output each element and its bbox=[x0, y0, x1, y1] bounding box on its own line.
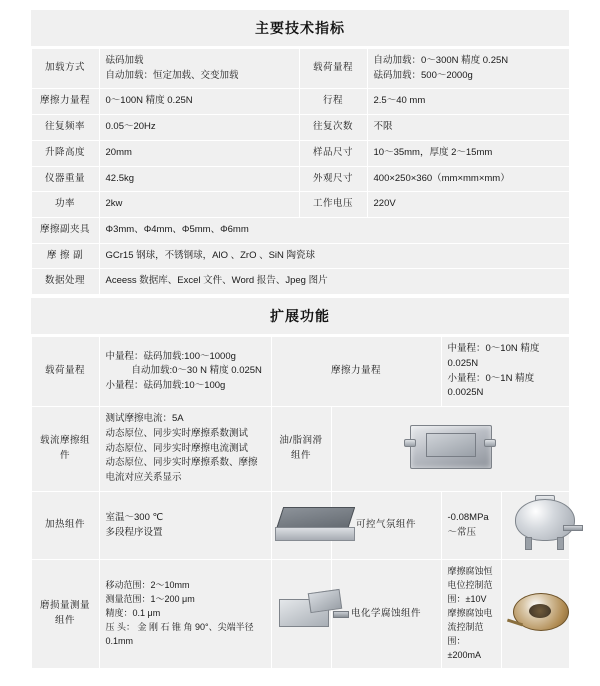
ext-label-current-friction: 载流摩擦组件 bbox=[31, 407, 99, 492]
table-row bbox=[31, 140, 569, 166]
row-value-friction-range: 0～100N 精度 0.25N bbox=[99, 89, 299, 115]
row-label-frequency: 往复频率 bbox=[31, 115, 99, 141]
ext-value-heating bbox=[99, 491, 271, 560]
row-label-friction-range: 摩擦力量程 bbox=[31, 89, 99, 115]
ext-value-atmosphere: -0.08MPa～常压 bbox=[441, 491, 501, 560]
row-value-stroke: 2.5～40 mm bbox=[367, 89, 569, 115]
row-value-load-range bbox=[367, 49, 569, 89]
table-row bbox=[31, 89, 569, 115]
ext-label-load-range: 载荷量程 bbox=[31, 337, 99, 407]
clamp-knob-left bbox=[404, 439, 416, 447]
heating-stage-photo bbox=[275, 501, 355, 545]
row-label-stroke: 行程 bbox=[299, 89, 367, 115]
row-value-cycles: 不限 bbox=[367, 115, 569, 141]
ext-load-line-2: 自动加载:0～30 N 精度 0.025N bbox=[131, 365, 262, 377]
table-row bbox=[31, 218, 569, 244]
table-row bbox=[31, 166, 569, 192]
ext-load-line-3: 小量程：砝码加载:10～100g bbox=[105, 379, 226, 391]
vessel-bowl bbox=[515, 499, 575, 541]
ext-value-friction-range bbox=[441, 337, 569, 407]
row-value-weight: 42.5kg bbox=[99, 166, 299, 192]
wear-line-3: 精度：0.1 μm bbox=[105, 608, 161, 619]
wear-probe-photo bbox=[275, 585, 349, 637]
vessel-leg-left bbox=[525, 537, 532, 550]
table-row bbox=[31, 49, 569, 89]
ext-value-load-range bbox=[99, 337, 271, 407]
ext-value-current-friction bbox=[99, 407, 271, 492]
table-row bbox=[31, 192, 569, 218]
wear-line-1: 移动范围：2～10mm bbox=[105, 580, 190, 591]
vessel-leg-right bbox=[557, 537, 564, 550]
cell-hole bbox=[529, 604, 551, 618]
ext-image-oil-lubrication bbox=[331, 407, 569, 492]
table-row bbox=[31, 407, 569, 492]
heating-line-2: 多段程序设置 bbox=[105, 526, 163, 538]
page-title: 主要技术指标 bbox=[255, 20, 345, 36]
spec-sheet-page bbox=[0, 10, 600, 686]
ext-label-electrochemical: 电化学腐蚀组件 bbox=[331, 560, 441, 669]
ext-label-friction-range: 摩擦力量程 bbox=[271, 337, 441, 407]
electro-line-2: 摩擦腐蚀电流控制范围：±200mA bbox=[447, 608, 493, 660]
row-value-voltage: 220V bbox=[367, 192, 569, 218]
row-label-sample-size: 样品尺寸 bbox=[299, 140, 367, 166]
current-friction-line-4: 动态原位、同步实时摩擦系数、摩擦电流对应关系显示 bbox=[105, 457, 258, 483]
ext-label-oil-lubrication: 油/脂润滑组件 bbox=[271, 407, 331, 492]
ext-label-heating: 加热组件 bbox=[31, 491, 99, 560]
wear-line-4: 压 头： 金 刚 石 锥 角 90°、尖端半径 0.1mm bbox=[105, 622, 254, 647]
atmosphere-vessel-photo bbox=[505, 495, 583, 551]
main-title-bar bbox=[31, 10, 569, 46]
ext-image-atmosphere bbox=[501, 491, 569, 560]
heating-line-1: 室温～300 ℃ bbox=[105, 511, 164, 523]
ext-image-heating bbox=[271, 491, 331, 560]
table-row bbox=[31, 243, 569, 269]
ext-image-electrochemical bbox=[501, 560, 569, 669]
probe-arm bbox=[307, 589, 341, 613]
table-row bbox=[31, 337, 569, 407]
ext-friction-line-1: 中量程：0～10N 精度 0.025N bbox=[447, 343, 540, 369]
main-spec-table bbox=[31, 48, 570, 295]
row-value-loading-mode bbox=[99, 49, 299, 89]
table-row bbox=[31, 115, 569, 141]
extension-table bbox=[31, 336, 570, 669]
table-row bbox=[31, 491, 569, 560]
row-label-loading-mode: 加载方式 bbox=[31, 49, 99, 89]
row-value-friction-pair: GCr15 钢球，不锈钢球，AlO 、ZrO 、SiN 陶瓷球 bbox=[99, 243, 569, 269]
ext-label-atmosphere: 可控气氛组件 bbox=[331, 491, 441, 560]
clamp-knob-right bbox=[484, 439, 496, 447]
row-value-sample-size: 10～35mm，厚度 2～15mm bbox=[367, 140, 569, 166]
ext-load-line-1: 中量程：砝码加载:100～1000g bbox=[105, 350, 236, 362]
row-value-power: 2kw bbox=[99, 192, 299, 218]
vessel-tube bbox=[563, 525, 583, 531]
row-label-load-range: 载荷量程 bbox=[299, 49, 367, 89]
ext-value-electrochemical bbox=[441, 560, 501, 669]
current-friction-line-3: 动态原位、同步实时摩擦电流测试 bbox=[105, 442, 249, 454]
load-range-line-2: 砝码加载：500～2000g bbox=[373, 69, 473, 81]
ext-friction-line-2: 小量程：0～1N 精度 0.0025N bbox=[447, 372, 535, 399]
row-value-dimensions: 400×250×360（mm×mm×mm） bbox=[367, 166, 569, 192]
ext-image-wear-measure bbox=[271, 560, 331, 669]
row-value-fixtures: Φ3mm、Φ4mm、Φ5mm、Φ6mm bbox=[99, 218, 569, 244]
ext-value-wear-measure bbox=[99, 560, 271, 669]
row-label-cycles: 往复次数 bbox=[299, 115, 367, 141]
current-friction-line-1: 测试摩擦电流：5A bbox=[105, 413, 184, 425]
clamp-fixture-photo bbox=[404, 417, 496, 475]
row-label-fixtures: 摩擦副夹具 bbox=[31, 218, 99, 244]
row-label-dimensions: 外观尺寸 bbox=[299, 166, 367, 192]
current-friction-line-2: 动态原位、同步实时摩擦系数测试 bbox=[105, 427, 249, 439]
table-row bbox=[31, 269, 569, 295]
ext-label-wear-measure: 磨损量测量组件 bbox=[31, 560, 99, 669]
extension-title: 扩展功能 bbox=[270, 308, 330, 325]
row-value-lift-height: 20mm bbox=[99, 140, 299, 166]
loading-mode-line-2: 自动加载：恒定加载、交变加载 bbox=[105, 69, 239, 81]
wear-line-2: 测量范围：1～200 μm bbox=[105, 594, 195, 605]
row-label-voltage: 工作电压 bbox=[299, 192, 367, 218]
loading-mode-line-1: 砝码加载 bbox=[105, 55, 144, 66]
load-range-line-1: 自动加载：0～300N 精度 0.25N bbox=[373, 55, 509, 66]
row-value-data-processing: Aceess 数据库、Excel 文件、Word 报告、Jpeg 图片 bbox=[99, 269, 569, 295]
row-label-friction-pair: 摩 擦 副 bbox=[31, 243, 99, 269]
row-label-lift-height: 升降高度 bbox=[31, 140, 99, 166]
clamp-inner bbox=[426, 433, 476, 457]
electro-line-1: 摩擦腐蚀恒电位控制范围：±10V bbox=[447, 566, 493, 605]
row-value-frequency: 0.05～20Hz bbox=[99, 115, 299, 141]
extension-title-bar bbox=[31, 298, 569, 334]
electrochemical-cell-photo bbox=[505, 585, 577, 637]
row-label-data-processing: 数据处理 bbox=[31, 269, 99, 295]
heating-stage-base bbox=[275, 527, 355, 541]
row-label-power: 功率 bbox=[31, 192, 99, 218]
probe-tip bbox=[333, 611, 349, 618]
row-label-weight: 仪器重量 bbox=[31, 166, 99, 192]
table-row bbox=[31, 560, 569, 669]
